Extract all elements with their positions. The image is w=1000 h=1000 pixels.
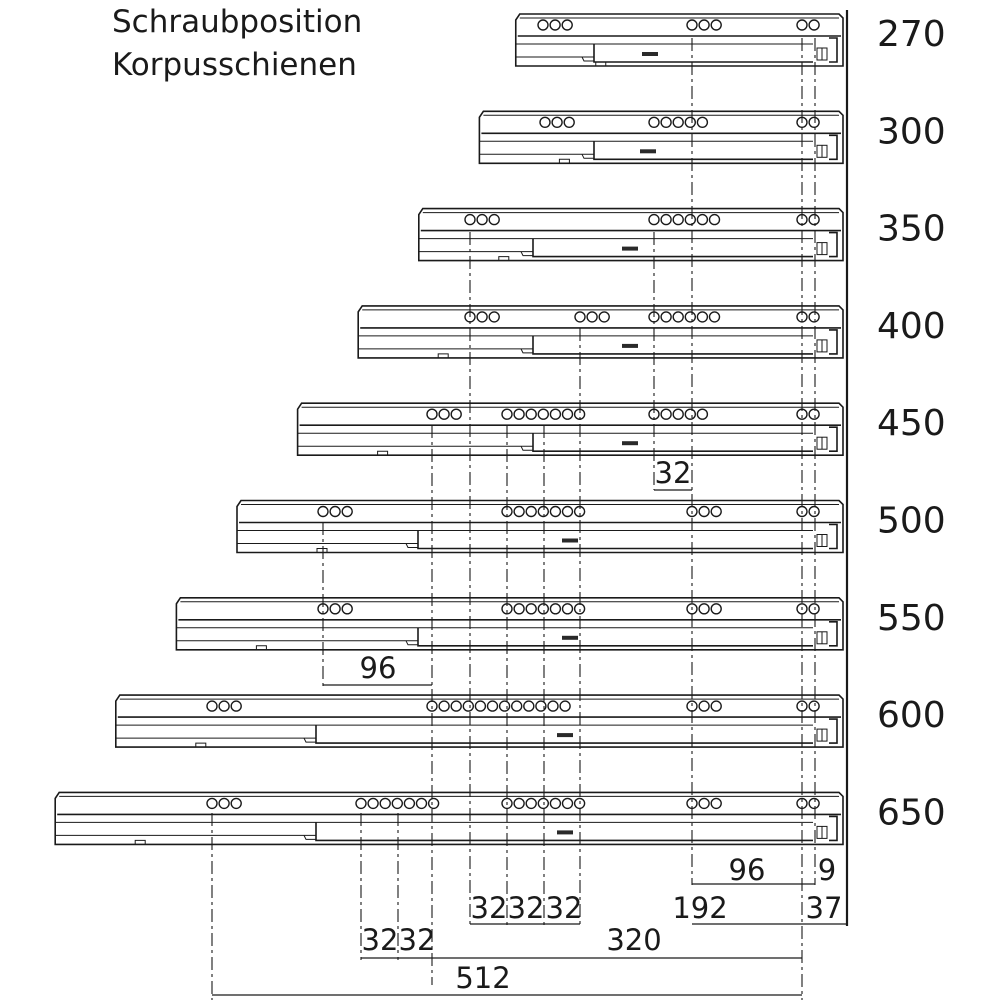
screw-hole [439,701,449,711]
rail-slot [622,344,638,348]
rail-body [479,111,843,163]
screw-hole [685,409,695,419]
rail-front-hook [829,622,837,646]
screw-hole [685,215,695,225]
screw-hole [514,798,524,808]
screw-hole [514,604,524,614]
screw-hole [649,117,659,127]
screw-hole [512,701,522,711]
dim-96-right: 96 [728,853,766,887]
screw-hole [809,604,819,614]
rail-slot [562,539,578,543]
screw-hole [342,507,352,517]
screw-hole [538,409,548,419]
screw-hole [342,604,352,614]
rail-inner-step [533,239,813,257]
screw-hole [477,215,487,225]
screw-hole [697,409,707,419]
screw-hole [699,798,709,808]
screw-hole [711,798,721,808]
dim-32-b: 32 [507,891,545,925]
screw-hole [797,701,807,711]
screw-hole [661,409,671,419]
screw-hole [526,409,536,419]
screw-hole [439,409,449,419]
screw-hole [330,604,340,614]
dim-37: 37 [805,891,843,925]
rail-length-label: 270 [877,14,946,55]
screw-hole [404,798,414,808]
rail-notch [406,544,418,548]
screw-hole [392,798,402,808]
rail-front-hook [829,135,837,159]
screw-hole [575,604,585,614]
rail-length-label: 400 [877,305,946,347]
screw-hole [368,798,378,808]
screw-hole [500,701,510,711]
screw-hole [538,507,548,517]
screw-hole [538,798,548,808]
rail-350 [419,209,946,261]
screw-hole [575,312,585,322]
screw-hole [809,20,819,30]
rail-front-hook [829,525,837,549]
title-line-2: Korpusschienen [112,47,357,83]
screw-hole [710,312,720,322]
screw-hole [429,798,439,808]
screw-hole [687,20,697,30]
screw-hole [685,312,695,322]
rail-slot [642,52,658,56]
screw-hole [711,701,721,711]
rail-notch [304,835,316,839]
screw-hole [477,312,487,322]
rail-body [55,792,843,844]
title-line-1: Schraubposition [112,4,363,40]
rail-front-hook [829,816,837,840]
screw-hole [563,604,573,614]
screw-hole [231,701,241,711]
rail-270 [516,14,946,66]
screw-hole [563,409,573,419]
screw-hole [649,215,659,225]
screw-hole [809,701,819,711]
screw-hole [524,701,534,711]
rail-front-hook [829,38,837,62]
screw-hole [451,701,461,711]
screw-hole [711,604,721,614]
rail-group [55,14,946,844]
screw-hole [219,701,229,711]
screw-hole [699,507,709,517]
screw-hole [514,507,524,517]
dim-32-top: 32 [654,456,692,490]
rail-slot [557,830,573,834]
rail-inner-step [594,141,813,159]
screw-hole [809,798,819,808]
screw-hole [564,117,574,127]
rail-inner-step [533,336,813,354]
screw-hole [489,215,499,225]
rail-slot [640,149,656,153]
screw-hole [550,798,560,808]
rail-front-hook [829,427,837,451]
screw-hole [809,507,819,517]
rail-450 [298,403,946,455]
rail-400 [358,306,946,358]
rail-300 [479,111,945,163]
screw-hole [560,701,570,711]
rail-notch [304,738,316,742]
screw-hole [207,701,217,711]
screw-hole [538,604,548,614]
dim-32-d: 32 [361,923,399,957]
rail-length-label: 500 [877,500,946,542]
rail-slot [622,441,638,445]
screw-hole [526,507,536,517]
screw-hole [797,20,807,30]
rail-notch [582,57,594,61]
rail-length-label: 600 [877,695,946,737]
screw-hole [661,117,671,127]
rail-inner-step [418,531,813,549]
screw-hole [540,117,550,127]
screw-hole [550,604,560,614]
dim-32-a: 32 [470,891,508,925]
rail-slot [562,636,578,640]
screw-hole [488,701,498,711]
screw-hole [502,409,512,419]
rail-notch [406,641,418,645]
screw-hole [697,215,707,225]
screw-hole [463,701,473,711]
screw-hole [526,604,536,614]
rail-slot [622,247,638,251]
screw-hole [599,312,609,322]
screw-hole [697,312,707,322]
rail-650 [55,792,946,844]
screw-hole [685,117,695,127]
screw-hole [809,215,819,225]
rail-notch [521,446,533,450]
screw-hole [356,798,366,808]
screw-hole [451,409,461,419]
screw-hole [673,215,683,225]
rail-notch [582,154,594,158]
screw-hole [526,798,536,808]
screw-hole [552,117,562,127]
screw-hole [231,798,241,808]
screw-hole [475,701,485,711]
screw-hole [809,117,819,127]
rail-600 [116,695,946,747]
screw-hole [514,409,524,419]
screw-hole [427,409,437,419]
rail-notch [521,349,533,353]
dim-96-left: 96 [359,651,397,685]
screw-hole [380,798,390,808]
rail-inner-step [418,628,813,646]
rail-slot [557,733,573,737]
rail-500 [237,501,946,553]
screw-hole [587,312,597,322]
screw-hole [550,409,560,419]
rail-inner-step [533,433,813,451]
rail-inner-step [594,44,813,62]
dim-32-c: 32 [545,891,583,925]
screw-hole [697,117,707,127]
rail-length-label: 350 [877,208,946,250]
rail-length-label: 550 [877,597,946,639]
rail-550 [176,598,945,650]
rail-front-hook [829,233,837,257]
screw-hole [699,20,709,30]
screw-hole [673,312,683,322]
screw-hole [417,798,427,808]
dim-32-e: 32 [398,923,436,957]
screw-hole [548,701,558,711]
screw-hole [562,20,572,30]
screw-hole [661,215,671,225]
screw-hole [550,507,560,517]
dim-512: 512 [455,961,511,995]
rail-length-label: 300 [877,111,946,153]
screw-hole [710,215,720,225]
dim-192: 192 [672,891,728,925]
screw-hole [661,312,671,322]
screw-hole [550,20,560,30]
screw-hole [809,409,819,419]
screw-hole [489,312,499,322]
screw-hole [711,507,721,517]
screw-hole [809,312,819,322]
dim-320: 320 [606,923,662,957]
screw-hole [563,798,573,808]
dim-9: 9 [817,853,837,887]
screw-hole [699,701,709,711]
screw-hole [330,507,340,517]
screw-hole [465,215,475,225]
screw-hole [219,798,229,808]
screw-hole [563,507,573,517]
screw-hole [687,701,697,711]
screw-hole [699,604,709,614]
screw-hole [711,20,721,30]
screw-hole [673,117,683,127]
rail-front-hook [829,719,837,743]
screw-hole [207,798,217,808]
rail-length-label: 450 [877,403,946,445]
rail-front-hook [829,330,837,354]
center-lines [212,38,815,1000]
screw-hole [538,20,548,30]
screw-hole [318,507,328,517]
rail-length-label: 650 [877,792,946,834]
rail-notch [521,252,533,256]
screw-hole [673,409,683,419]
